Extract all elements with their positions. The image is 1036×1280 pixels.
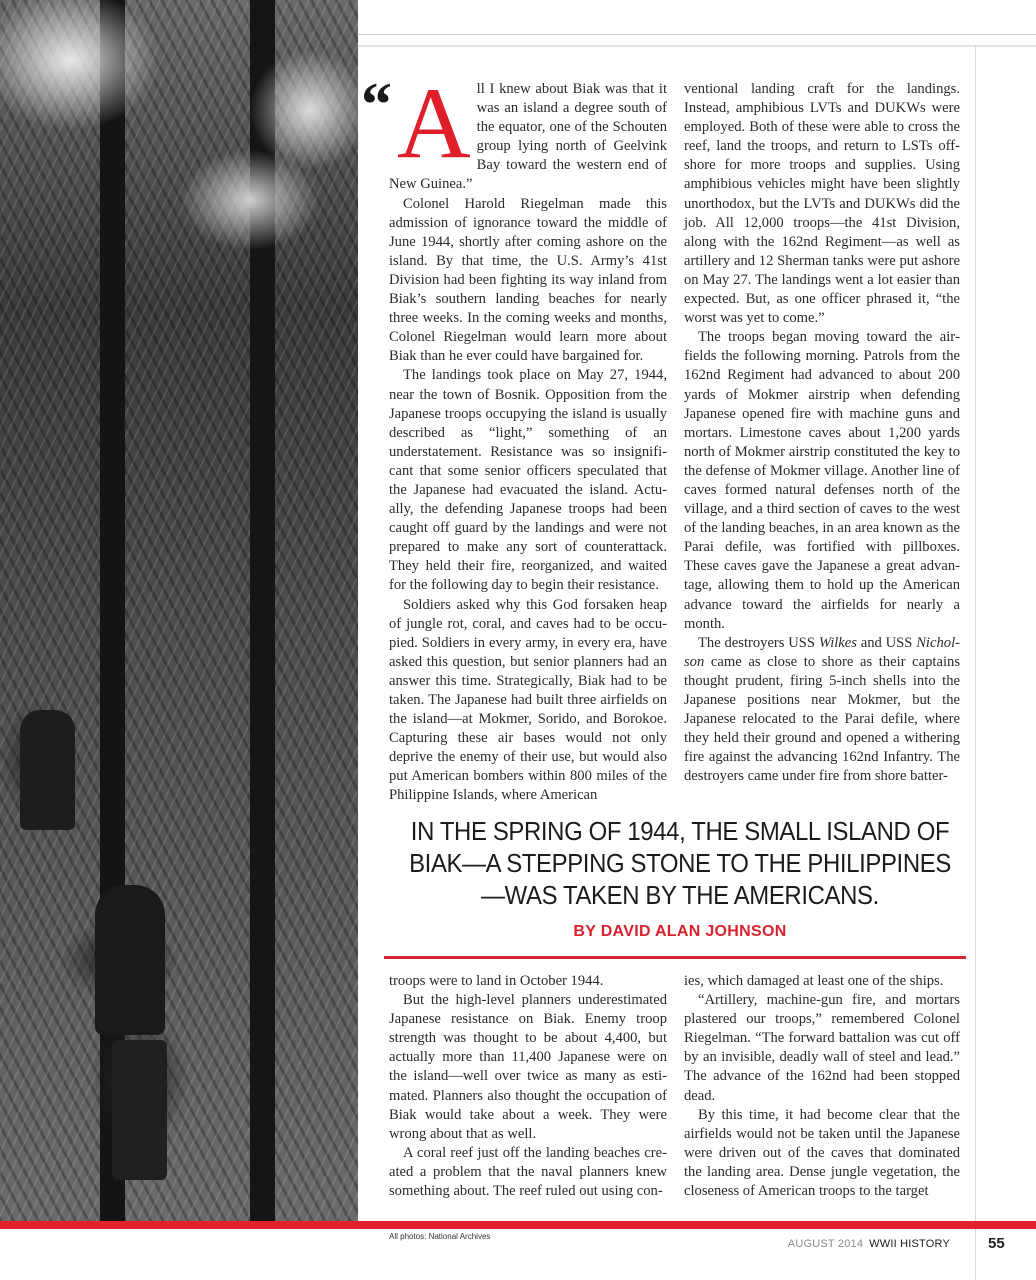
drop-cap-letter: A (397, 67, 471, 180)
paragraph: By this time, it had become clear that the airfields would not be taken until the Japanese were driven out of the caves that dominated the landing area. Dense jungle vegetation, the closeness of American troops to the target (684, 1106, 960, 1200)
issue-date: AUGUST 2014 (787, 1238, 864, 1250)
opening-paragraph (361, 67, 667, 195)
photo-tree-trunk (258, 260, 272, 400)
top-rule-secondary (358, 45, 1036, 47)
footer-red-bar (0, 1221, 1036, 1229)
paragraph: Colonel Harold Riegelman made this admission of ignorance toward the middle of June 1944, shortly after coming ashore on the island. By that time, the U.S. Army’s 41st Division had been fighting its way inland from Biak’s southern landing beaches for nearly three weeks. In the coming weeks and months, Colonel Riegelman would learn more about Biak than he ever could have bargained for. (389, 195, 667, 365)
paragraph: A coral reef just off the landing beaches created a problem that the naval planners knew something about. The reef ruled out using con- (389, 1144, 667, 1200)
text-run: The destroyers USS (698, 634, 819, 651)
soldiers-jungle-photo (0, 0, 358, 1222)
paragraph: “Artillery, machine-gun fire, and mortars plastered our troops,” remembered Colonel Riegelman. “The forward battalion was cut off by an invisible, deadly wall of steel and lead.” The advance of the 162nd had been stopped dead. (684, 992, 960, 1104)
magazine-name: WWII HISTORY (869, 1238, 950, 1250)
paragraph: The troops began moving toward the airfields the following morning. Patrols from the 162nd Regiment had advanced to about 200 yards of Mokmer airstrip when defending Japanese opened fire with machine guns and mortars. Limestone caves about 1,200 yards north of Mokmer airstrip constituted the key to the defense of Mokmer village. Another line of caves formed natural defenses north of the village, and a third section of caves to the west of the landing beaches, in an area known as the Parai defile, was fortified with pillboxes. These caves gave the Japanese a great advantage, allowing them to hold up the American advance toward the airfields for nearly a month. (684, 329, 960, 632)
photo-soldier-figure (95, 885, 165, 1035)
photo-soldier-figure (112, 1040, 167, 1180)
ship-name: Nicholson (684, 634, 960, 670)
ship-name: Wilkes (818, 634, 857, 651)
deck-divider-rule (384, 956, 966, 959)
opening-quote-mark: “ (361, 71, 392, 139)
paragraph: troops were to land in October 1944. (389, 973, 604, 989)
top-rule (358, 34, 1036, 35)
paragraph: Soldiers asked why this God forsaken heap of jungle rot, coral, and caves had to be occupied. Soldiers in every army, in every era, have asked this question, but senior planners had an answer this time. Strategically, Biak had to be taken. The Japanese had built three airfields on the island—at Mokmer, Sorido, and Borokoe. Capturing these air bases would not only deprive the enemy of their use, but would also put American bombers within 800 miles of the Philippine Islands, where American (389, 596, 667, 804)
paragraph: ventional landing craft for the landings. Instead, amphibious LVTs and DUKWs were employed. Both of these were able to cross the reef, land the troops, and return to LSTs offshore for more troops and supplies. Using amphibious vehicles might have been slightly unorthodox, but the LVTs and DUKWs did the job. All 12,000 troops—the 41st Division, along with the 162nd Regiment—as well as artillery and 12 Sherman tanks were put ashore on May 27. The landings went a lot easier than expected. But, as one officer phrased it, “the worst was yet to come.” (684, 81, 960, 327)
article-deck-headline: IN THE SPRING OF 1944, THE SMALL ISLAND OF BIAK—A STEPPING STONE TO THE PHILIPPINES—WAS TAKEN BY THE AMERICANS. (409, 816, 951, 910)
text-run: came as close to shore as their captains thought prudent, firing 5-inch shells into the Japanese positions near Mokmer, but the Japanese relocated to the Parai defile, where they held their ground and opened a withering fire against the advancing 162nd Infantry. The destroyers came under fire from shore batter- (684, 653, 960, 785)
paragraph: ies, which damaged at least one of the ships. (684, 973, 944, 989)
paragraph: The landings took place on May 27, 1944, near the town of Bosnik. Opposition from the Japanese troops occupying the island is usually described as “light,” something of an understatement. Resistance was so insignificant that some senior officers speculated that the Japanese had evacuated the island. Actually, the defending Japanese troops had been caught off guard by the landings and were not prepared to make any sort of counterattack. They held their fire, reorganized, and waited for the following day to begin their resistance. (389, 367, 667, 594)
paragraph: But the high-level planners underestimated Japanese resistance on Biak. Enemy troop strength was thought to be about 4,400, but actually more than 11,400 Japanese were on the island—well over twice as many as estimated. Planners also thought the occupation of Biak would take about a week. They were wrong about that as well. (389, 992, 667, 1142)
photo-soldier-figure (20, 710, 75, 830)
article-column-1 (361, 67, 667, 806)
page-number: 55 (988, 1235, 1005, 1252)
text-run: and USS (856, 634, 917, 651)
article-column-3 (389, 972, 667, 1201)
article-column-2 (684, 80, 960, 786)
paragraph (684, 634, 960, 787)
byline: BY DAVID ALAN JOHNSON (573, 923, 787, 940)
right-margin-rule (975, 45, 976, 1280)
opening-quote-text: ll I knew about Biak was that it was an island a degree south of the equator, one of the Schouten group lying north of Geelvink Bay toward the western end of New Guinea.” (389, 81, 667, 193)
folio (788, 1238, 950, 1250)
article-column-4 (684, 972, 960, 1201)
photo-credit: All photos: National Archives (389, 1232, 491, 1241)
